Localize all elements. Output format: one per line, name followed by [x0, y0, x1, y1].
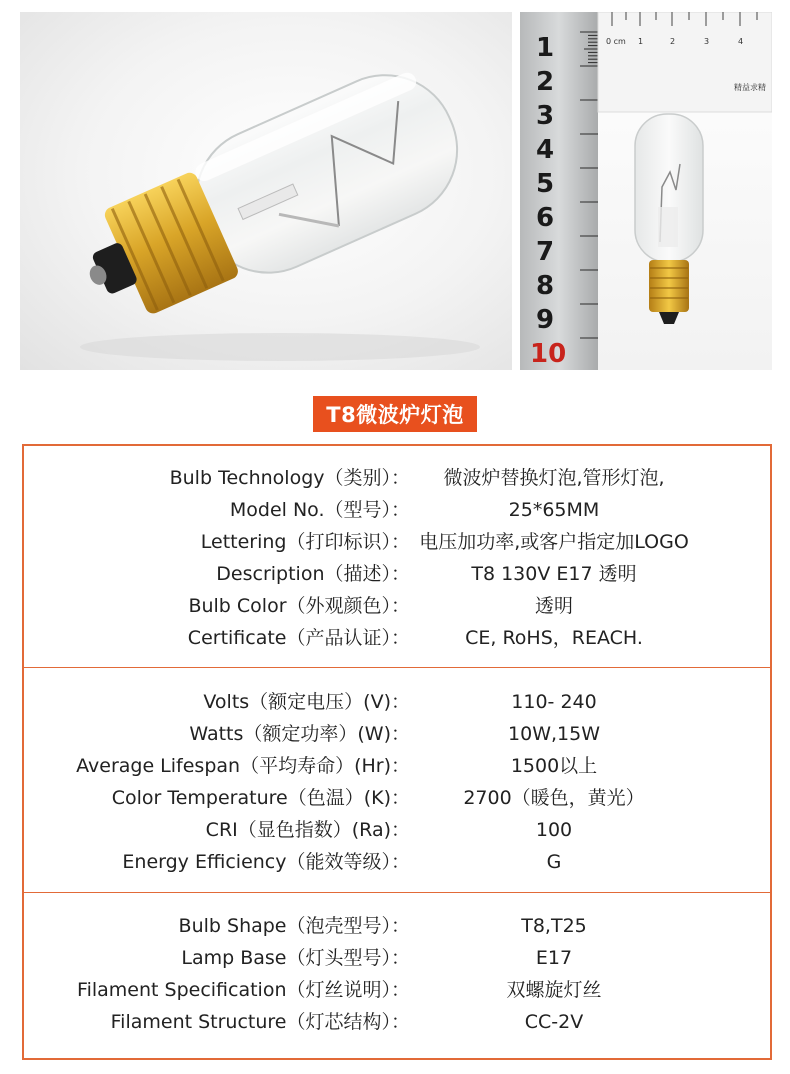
spec-label: Average Lifespan（平均寿命）(Hr)： [76, 755, 410, 777]
spec-row [24, 751, 770, 781]
spec-value: 透明 [534, 595, 573, 617]
spec-label: CRI（显色指数）(Ra)： [205, 819, 410, 841]
spec-row [24, 623, 770, 653]
section-divider [24, 892, 770, 893]
bulb-large-illustration [20, 12, 512, 370]
ruler-top-label: 3 [704, 37, 710, 46]
spec-label: Description（描述）： [216, 563, 410, 585]
spec-row [24, 527, 770, 557]
product-title: T8微波炉灯泡 [313, 396, 477, 432]
ruler-top-label: 4 [738, 37, 744, 46]
spec-row [24, 559, 770, 589]
ruler-number: 4 [536, 135, 555, 165]
ruler-number: 1 [536, 33, 555, 63]
spec-row [24, 1007, 770, 1037]
spec-value: T8 130V E17 透明 [471, 563, 637, 585]
spec-value: 25*65MM [508, 499, 600, 521]
spec-row [24, 975, 770, 1005]
section-divider [24, 667, 770, 668]
ruler-number: 5 [536, 169, 555, 199]
ruler-number: 10 [530, 339, 567, 369]
spec-value: 1500以上 [510, 755, 598, 777]
spec-value: 100 [535, 819, 573, 841]
spec-value: 110- 240 [511, 691, 597, 713]
spec-value: T8,T25 [521, 915, 587, 937]
spec-table [22, 444, 772, 1060]
spec-label: Bulb Color（外观颜色）： [188, 595, 410, 617]
ruler-number: 2 [536, 67, 555, 97]
spec-row [24, 943, 770, 973]
ruler-number: 7 [536, 237, 555, 267]
spec-value: E17 [535, 947, 573, 969]
spec-label: Filament Structure（灯芯结构）： [110, 1011, 410, 1033]
spec-value: 电压加功率,或客户指定加LOGO [419, 531, 689, 553]
ruler-top-label: 2 [670, 37, 676, 46]
spec-value: 2700（暖色，黄光） [463, 787, 645, 809]
ruler-number: 8 [536, 271, 555, 301]
spec-value: 双螺旋灯丝 [506, 979, 602, 1001]
spec-row [24, 463, 770, 493]
spec-label: Energy Efficiency（能效等级）： [122, 851, 410, 873]
ruler-top-label: 0 cm [606, 37, 626, 46]
ruler-number: 3 [536, 101, 555, 131]
ruler-illustration [520, 12, 772, 370]
spec-label: Bulb Shape（泡壳型号）： [178, 915, 410, 937]
ruler-number: 6 [536, 203, 555, 233]
spec-value: CE, RoHS，REACH. [465, 627, 643, 649]
spec-label: Model No.（型号）： [229, 499, 410, 521]
spec-value: G [546, 851, 562, 873]
spec-row [24, 719, 770, 749]
spec-label: Lettering（打印标识）： [200, 531, 410, 553]
spec-row [24, 911, 770, 941]
spec-row [24, 815, 770, 845]
spec-value: CC-2V [524, 1011, 584, 1033]
bulb-photo-large [20, 12, 512, 370]
ruler-top-label: 1 [638, 37, 644, 46]
spec-label: Certificate（产品认证）： [187, 627, 410, 649]
bulb-photo-with-ruler [520, 12, 772, 370]
spec-row [24, 591, 770, 621]
ruler-brand: 精益求精 [734, 83, 766, 92]
spec-row [24, 495, 770, 525]
spec-value: 10W,15W [508, 723, 600, 745]
spec-value: 微波炉替换灯泡,管形灯泡, [443, 467, 665, 489]
spec-row [24, 847, 770, 877]
ruler-number: 9 [536, 305, 555, 335]
spec-label: Lamp Base（灯头型号）： [181, 947, 410, 969]
spec-label: Volts（额定电压）(V)： [203, 691, 410, 713]
spec-row [24, 783, 770, 813]
spec-label: Watts（额定功率）(W)： [189, 723, 410, 745]
spec-label: Bulb Technology（类别）： [169, 467, 410, 489]
spec-label: Color Temperature（色温）(K)： [111, 787, 410, 809]
spec-row [24, 687, 770, 717]
spec-label: Filament Specification（灯丝说明）： [77, 979, 410, 1001]
